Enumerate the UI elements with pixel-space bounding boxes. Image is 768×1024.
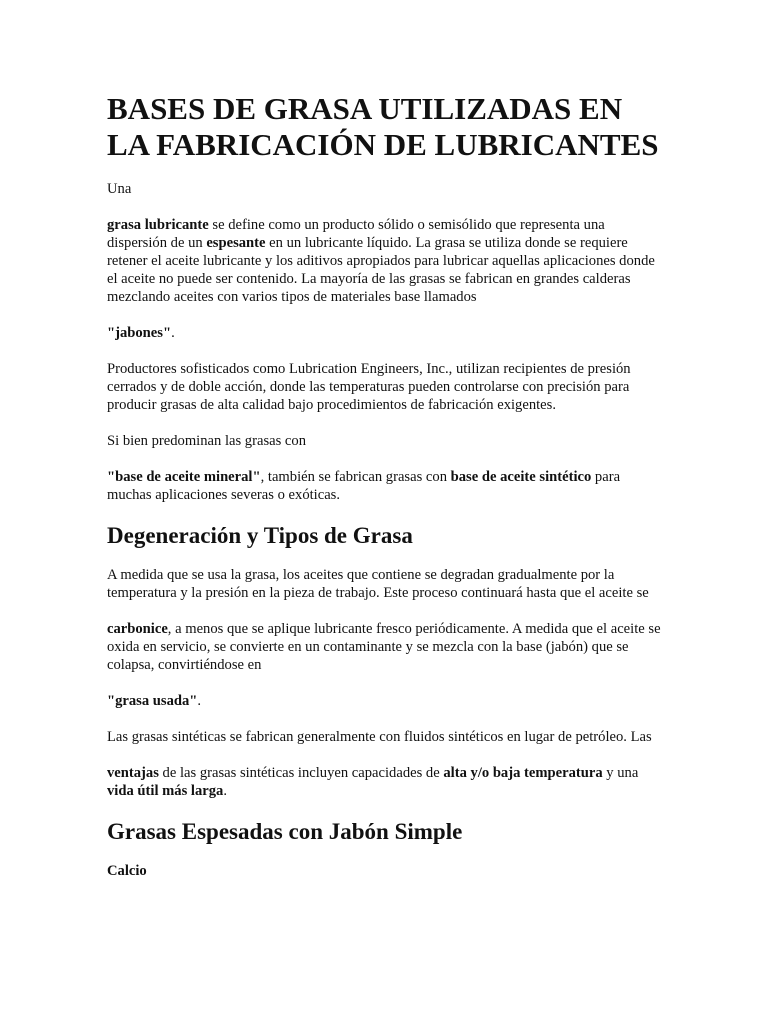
paragraph-text: . bbox=[171, 325, 175, 341]
paragraph-text: , a menos que se aplique lubricante fresco periódicamente. A medida que el aceite se oxida en servicio, se convierte en un contaminante y se mezcla con la base (jabón) que se colapsa, convirtiéndose en bbox=[107, 621, 661, 673]
bold-term: vida útil más larga bbox=[107, 783, 224, 799]
bold-term: "base de aceite mineral" bbox=[107, 469, 261, 485]
paragraph-text: de las grasas sintéticas incluyen capacidades de bbox=[158, 765, 444, 781]
paragraph bbox=[107, 764, 663, 800]
paragraph-text: A medida que se usa la grasa, los aceites que contiene se degradan gradualmente por la temperatura y la presión en la pieza de trabajo. Este proceso continuará hasta que el aceite se bbox=[107, 567, 649, 601]
paragraph bbox=[107, 728, 663, 746]
paragraph-text: . bbox=[197, 693, 202, 709]
paragraph-text: Una bbox=[107, 181, 132, 197]
paragraph-text: para muchas aplicaciones severas o exóticas. bbox=[107, 469, 621, 503]
paragraph-text: en un lubricante líquido. La grasa se utiliza donde se requiere retener el aceite lubricante y los aditivos apropiados para lubricar aquellas aplicaciones donde el aceite no puede ser contenido. La mayoría de las grasas se fabrican en grandes calderas mezclando aceites con varios tipos de materiales base llamados bbox=[107, 235, 655, 305]
section-heading: Degeneración y Tipos de Grasa bbox=[107, 523, 413, 548]
paragraph bbox=[107, 862, 663, 880]
bold-term: grasa lubricante bbox=[107, 217, 209, 233]
document-title: BASES DE GRASA UTILIZADAS EN LA FABRICACIÓN DE LUBRICANTES bbox=[107, 91, 659, 162]
paragraph-text: se define como un producto sólido o semisólido que representa una dispersión de un bbox=[107, 217, 605, 251]
paragraph bbox=[107, 692, 663, 710]
section-heading: Grasas Espesadas con Jabón Simple bbox=[107, 819, 463, 844]
bold-term: "jabones" bbox=[107, 325, 172, 341]
paragraph-text: Las grasas sintéticas se fabrican generalmente con fluidos sintéticos en lugar de petróleo. Las bbox=[107, 729, 652, 745]
bold-term: espesante bbox=[206, 235, 266, 251]
paragraph bbox=[107, 216, 663, 306]
paragraph bbox=[107, 180, 663, 198]
bold-term: ventajas bbox=[107, 765, 159, 781]
paragraph-text: . bbox=[223, 783, 228, 799]
bold-term: alta y/o baja temperatura bbox=[443, 765, 603, 781]
paragraph-text: , también se fabrican grasas con bbox=[260, 469, 451, 485]
paragraph bbox=[107, 432, 663, 450]
bold-term: carbonice bbox=[107, 621, 168, 637]
paragraph-text: Productores sofisticados como Lubrication Engineers, Inc., utilizan recipientes de presión cerrados y de doble acción, donde las temperaturas pueden controlarse con precisión para producir grasas de alta calidad bajo procedimientos de fabricación exigentes. bbox=[107, 361, 631, 413]
paragraph bbox=[107, 468, 663, 504]
bold-term: base de aceite sintético bbox=[450, 469, 592, 485]
paragraph bbox=[107, 566, 663, 602]
subheading: Calcio bbox=[107, 863, 147, 879]
bold-term: "grasa usada" bbox=[107, 693, 198, 709]
paragraph-text: y una bbox=[602, 765, 639, 781]
document-page bbox=[107, 91, 663, 898]
paragraph bbox=[107, 324, 663, 342]
paragraph bbox=[107, 360, 663, 414]
paragraph bbox=[107, 620, 663, 674]
paragraph-text: Si bien predominan las grasas con bbox=[107, 433, 306, 449]
